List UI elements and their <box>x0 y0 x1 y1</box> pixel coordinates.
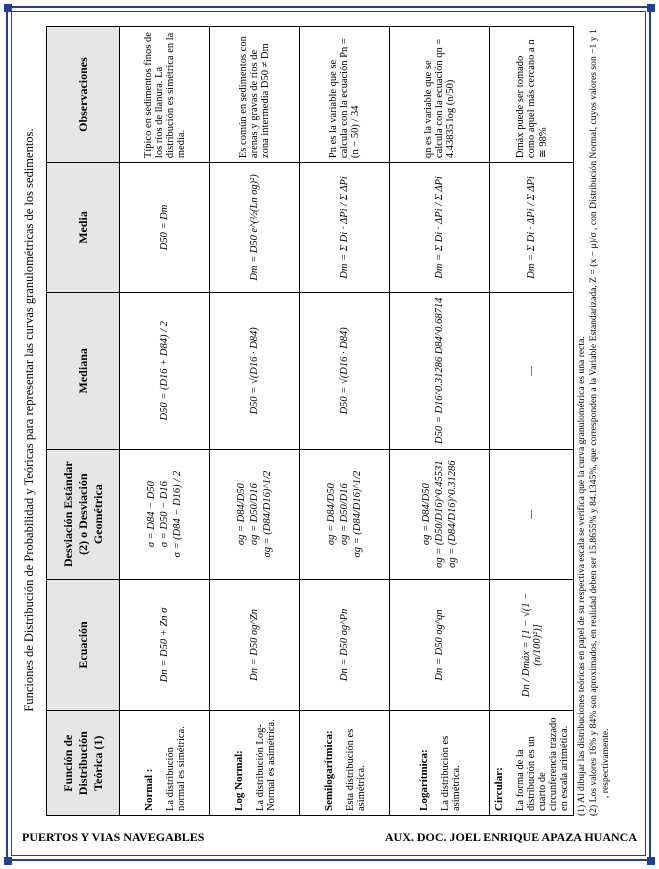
distribution-desc: La forma de la distribución es un cuarto de circunferencia trazado en escala aritmética. <box>515 717 570 811</box>
std-eq: σg = D84/D50 <box>236 483 247 546</box>
distribution-name: Circular: <box>493 767 505 811</box>
cell-observations: Pn es la variable que se calcula con la ecuación Pn = (n − 50) / 34 <box>300 27 390 163</box>
header-std: Desviación Estándar (2) o Desviación Geométrica <box>47 449 120 579</box>
cell-equation: Dn = D50 σg^Zn <box>210 579 300 711</box>
header-equation: Ecuación <box>47 579 120 711</box>
cell-mean: Dm = Σ Di · ΔPi / Σ ΔPi <box>490 163 574 293</box>
cell-std <box>390 449 490 579</box>
table-row <box>490 27 574 816</box>
corner-ornament-bottom-right <box>647 857 655 865</box>
std-eq: — <box>526 509 537 519</box>
cell-std <box>210 449 300 579</box>
distribution-desc: La distribución Log-Normal es asimétrica. <box>254 719 277 811</box>
footnotes <box>576 26 612 816</box>
distribution-table <box>46 26 574 816</box>
cell-median: D50 = √(D16 · D84) <box>210 292 300 449</box>
std-eq: σ = (D84 − D16) / 2 <box>172 470 183 558</box>
cell-mean: Dm = D50 e^(½(Ln σg)²) <box>210 163 300 293</box>
std-eq: σg = (D84/D16)^0.31286 <box>447 460 458 568</box>
cell-observations: qn es la variable que se calcula con la ecuación qn = 4.43835 log (n/50) <box>390 27 490 163</box>
corner-ornament-top-right <box>647 4 655 12</box>
distribution-name: Semilogarítmica: <box>322 730 335 811</box>
corner-ornament-top-left <box>4 4 12 12</box>
cell-distribution <box>120 711 210 816</box>
std-eq: σg = D84/D50 <box>421 483 432 546</box>
header-observations: Observaciones <box>47 27 120 163</box>
footnote: (1) Al dibujar las distribuciones teóricas en papel de su respectiva escala se verifica que la curva granulométrica es una recta. <box>576 336 587 816</box>
cell-mean: D50 = Dm <box>120 163 210 293</box>
std-eq: σg = D50/D16 <box>249 483 260 546</box>
cell-median: D50 = (D16 + D84) / 2 <box>120 292 210 449</box>
cell-median: D50 = D16^0.31286 D84^0.68714 <box>390 292 490 449</box>
std-eq: σg = (D84/D16)^1/2 <box>352 470 363 558</box>
rotated-content <box>20 20 642 820</box>
cell-equation: Dn = D50 σg^qn <box>390 579 490 711</box>
footer-author: AUX. DOC. JOEL ENRIQUE APAZA HUANCA <box>384 830 637 844</box>
cell-observations: Típico en sedimentos finos de los ríos de llanura. La distribución es simétrica en la media. <box>120 27 210 163</box>
cell-distribution <box>490 711 574 816</box>
corner-ornament-bottom-left <box>4 857 12 865</box>
cell-median: — <box>490 292 574 449</box>
cell-observations: Dmáx puede ser tomado como aquel más cercano a n ≅ 98% <box>490 27 574 163</box>
cell-distribution <box>390 711 490 816</box>
cell-equation: Dn = D50 + Zn σ <box>120 579 210 711</box>
distribution-desc: La distribución es asimétrica. <box>439 735 462 811</box>
header-median: Mediana <box>47 292 120 449</box>
table-header-row <box>47 27 120 816</box>
cell-mean: Dm = Σ Di · ΔPi / Σ ΔPi <box>390 163 490 293</box>
footnote: (2) Los valores 16% y 84% son aproximados, en realidad deben ser 15.8655% y 84.1345%, que corresponden a la Variable Estandarizada, Z = (x − μ)/σ , con Distribución Normal, cuyos valores son −1 y 1 , respectivamente. <box>588 29 611 816</box>
cell-std <box>300 449 390 579</box>
table-caption: Funciones de Distribución de Probabilidad y Teóricas para representar las curvas granulométricas de los sedimentos. <box>22 128 36 712</box>
header-distribution: Función de Distribución Teórica (1) <box>47 711 120 816</box>
std-eq: σ = D50 − D16 <box>159 481 170 548</box>
std-eq: σg = (D84/D16)^1/2 <box>262 470 273 558</box>
cell-mean: Dm = Σ Di · ΔPi / Σ ΔPi <box>300 163 390 293</box>
std-eq: σg = (D50/D16)^0.45531 <box>434 460 445 568</box>
cell-median: D50 = √(D16 · D84) <box>300 292 390 449</box>
distribution-name: Normal : <box>142 768 155 811</box>
cell-distribution <box>210 711 300 816</box>
header-mean: Media <box>47 163 120 293</box>
cell-distribution <box>300 711 390 816</box>
cell-std <box>120 449 210 579</box>
cell-equation: Dn = D50 σg^Pn <box>300 579 390 711</box>
distribution-name: Logarítmica: <box>417 749 430 811</box>
std-eq: σg = D50/D16 <box>339 483 350 546</box>
distribution-desc: Esta distribución es asimétrica. <box>344 728 367 811</box>
cell-equation: Dn / Dmáx = [1 − √(1 − (n/100)²)] <box>490 579 574 711</box>
distribution-name: Log Normal: <box>232 750 245 811</box>
footer-course: PUERTOS Y VIAS NAVEGABLES <box>22 830 205 844</box>
table-row <box>390 27 490 816</box>
table-row <box>300 27 390 816</box>
std-eq: σ = D84 − D50 <box>146 481 157 548</box>
std-eq: σg = D84/D50 <box>326 483 337 546</box>
table-row <box>210 27 300 816</box>
cell-observations: Es común en sedimentos con arenas y gravas de ríos de zona intermedia D50 ≠ Dm <box>210 27 300 163</box>
distribution-desc: La distribución normal es simétrica. <box>164 726 187 811</box>
table-row <box>120 27 210 816</box>
cell-std <box>490 449 574 579</box>
